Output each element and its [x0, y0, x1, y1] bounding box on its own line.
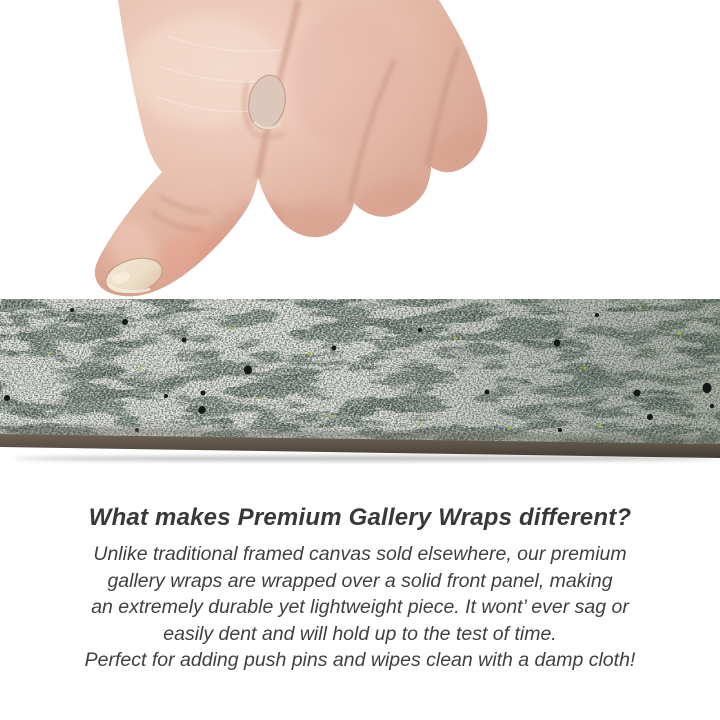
body-line-5: Perfect for adding push pins and wipes clean with a damp cloth! — [84, 649, 636, 671]
headline: What makes Premium Gallery Wraps different? — [88, 504, 632, 531]
body-line-2: gallery wraps are wrapped over a solid front panel, making — [107, 569, 613, 592]
hand-pressing-thumb-illustration — [0, 0, 720, 298]
canvas-edge-section — [0, 298, 720, 464]
canvas-edge-texture — [0, 298, 720, 464]
hand-photo-section — [0, 0, 720, 298]
marketing-copy — [0, 460, 720, 674]
canvas-fabric — [0, 298, 720, 448]
body-line-3: an extremely durable yet lightweight piece. It wont’ ever sag or — [91, 596, 629, 618]
body-line-1: Unlike traditional framed canvas sold elsewhere, our premium — [93, 543, 627, 565]
right-side-tone — [0, 298, 720, 448]
body-line-4: easily dent and will hold up to the test of time. — [163, 622, 557, 645]
